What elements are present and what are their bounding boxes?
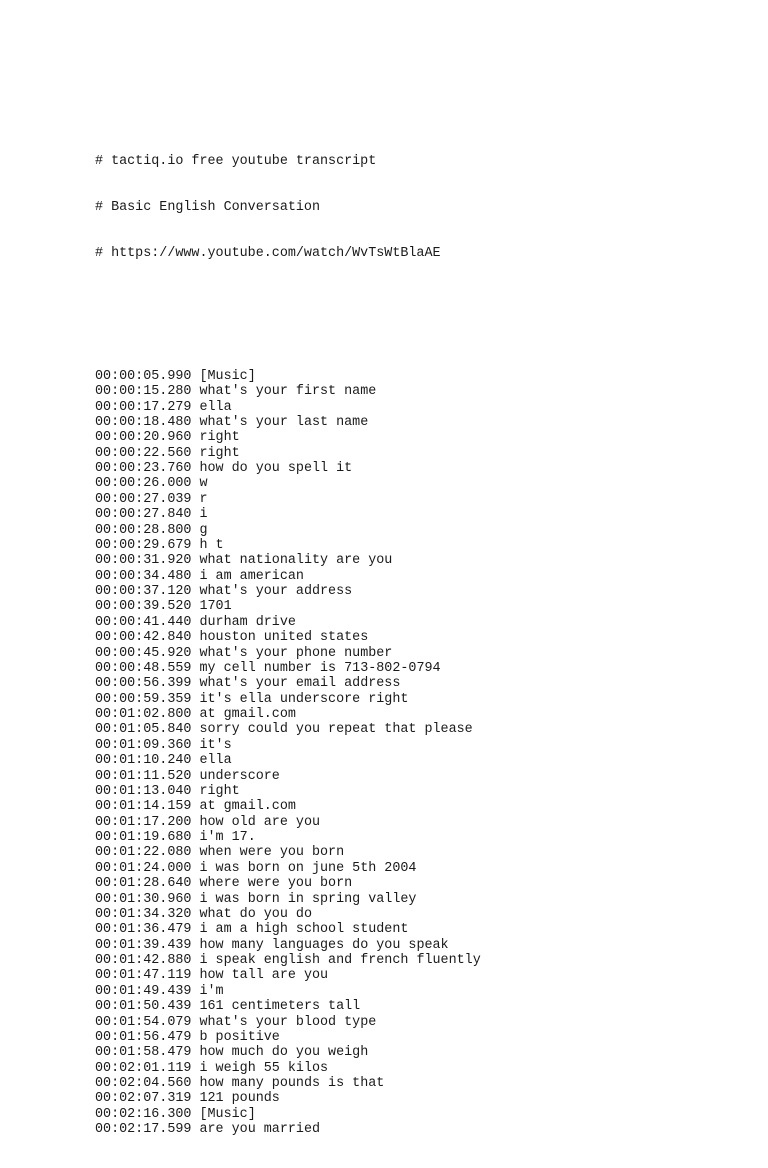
transcript-line (95, 999, 481, 1014)
caption-text: i weigh 55 kilos (199, 1060, 329, 1076)
caption-text: how many languages do you speak (199, 937, 449, 953)
caption-text: my cell number is 713-802-0794 (199, 660, 441, 676)
transcript-header (95, 123, 481, 292)
transcript-line (95, 830, 481, 845)
timestamp: 00:00:29.679 (95, 537, 192, 553)
caption-text: 161 centimeters tall (199, 999, 361, 1015)
caption-text: i'm (199, 983, 224, 999)
caption-text: i was born on june 5th 2004 (199, 860, 417, 876)
timestamp: 00:01:02.800 (95, 707, 192, 722)
transcript-line (95, 707, 481, 722)
timestamp: 00:00:59.359 (95, 691, 192, 707)
transcript-line (95, 369, 481, 384)
transcript-line (95, 461, 481, 476)
caption-text: are you married (199, 1122, 321, 1138)
timestamp: 00:01:11.520 (95, 768, 192, 784)
timestamp: 00:01:36.479 (95, 922, 192, 938)
timestamp: 00:02:07.319 (95, 1091, 192, 1107)
timestamp: 00:00:31.920 (95, 553, 192, 569)
caption-text: h t (199, 537, 224, 553)
transcript-line (95, 553, 481, 568)
timestamp: 00:00:15.280 (95, 384, 192, 400)
transcript-line (95, 476, 481, 491)
header-line-source: # tactiq.io free youtube transcript (95, 153, 377, 169)
transcript-line (95, 1122, 481, 1137)
transcript-line (95, 400, 481, 415)
caption-text: right (199, 445, 240, 461)
transcript-line (95, 769, 481, 784)
transcript-line (95, 753, 481, 768)
separator-space (191, 1061, 199, 1076)
caption-text: ella (199, 753, 232, 769)
separator-space (191, 1122, 199, 1137)
transcript-line (95, 876, 481, 891)
timestamp: 00:00:27.840 (95, 507, 192, 523)
transcript-line (95, 615, 481, 630)
separator-space (191, 1076, 199, 1091)
transcript-line (95, 1107, 481, 1122)
caption-text: r (199, 491, 208, 507)
timestamp: 00:02:16.300 (95, 1106, 192, 1122)
caption-text: how many pounds is that (199, 1076, 385, 1091)
timestamp: 00:01:56.479 (95, 1029, 192, 1045)
transcript-text (95, 92, 481, 1168)
timestamp: 00:00:41.440 (95, 614, 192, 630)
caption-text: i speak english and french fluently (199, 953, 481, 968)
timestamp: 00:01:47.119 (95, 968, 192, 984)
caption-text: houston united states (199, 630, 369, 646)
blank-line (95, 323, 481, 338)
separator-space (191, 1107, 199, 1122)
transcript-line (95, 569, 481, 584)
transcript-line (95, 938, 481, 953)
caption-text: what nationality are you (199, 553, 393, 569)
header-line-url: # https://www.youtube.com/watch/WvTsWtBlaAE (95, 245, 441, 261)
transcript-line (95, 676, 481, 691)
caption-text: when were you born (199, 845, 345, 861)
transcript-line (95, 722, 481, 737)
transcript-line (95, 922, 481, 937)
caption-text: right (199, 430, 240, 446)
transcript-line (95, 861, 481, 876)
transcript-line (95, 692, 481, 707)
transcript-line (95, 892, 481, 907)
timestamp: 00:00:26.000 (95, 476, 192, 492)
timestamp: 00:01:50.439 (95, 999, 192, 1015)
caption-text: i (199, 507, 208, 523)
timestamp: 00:00:34.480 (95, 568, 192, 584)
transcript-line (95, 415, 481, 430)
caption-text: 121 pounds (199, 1091, 280, 1107)
transcript-line (95, 984, 481, 999)
timestamp: 00:00:23.760 (95, 461, 192, 476)
caption-text: [Music] (199, 368, 256, 384)
transcript-line (95, 953, 481, 968)
caption-text: i am american (199, 568, 304, 584)
timestamp: 00:00:05.990 (95, 368, 192, 384)
caption-text: it's ella underscore right (199, 691, 409, 707)
caption-text: sorry could you repeat that please (199, 722, 473, 738)
timestamp: 00:00:28.800 (95, 522, 192, 538)
caption-text: how tall are you (199, 968, 329, 984)
transcript-line (95, 1045, 481, 1060)
timestamp: 00:00:18.480 (95, 414, 192, 430)
caption-text: durham drive (199, 614, 296, 630)
transcript-line (95, 384, 481, 399)
timestamp: 00:00:45.920 (95, 645, 192, 661)
transcript-line (95, 1015, 481, 1030)
caption-text: what do you do (199, 906, 312, 922)
transcript-line (95, 492, 481, 507)
caption-text: what's your blood type (199, 1014, 377, 1030)
timestamp: 00:01:49.439 (95, 983, 192, 999)
timestamp: 00:00:22.560 (95, 445, 192, 461)
caption-text: at gmail.com (199, 707, 296, 722)
caption-text: how do you spell it (199, 461, 353, 476)
timestamp: 00:01:05.840 (95, 722, 192, 738)
timestamp: 00:00:56.399 (95, 676, 192, 692)
transcript-line (95, 584, 481, 599)
timestamp: 00:00:37.120 (95, 584, 192, 599)
transcript-line (95, 430, 481, 445)
timestamp: 00:02:01.119 (95, 1060, 192, 1076)
timestamp: 00:01:54.079 (95, 1014, 192, 1030)
timestamp: 00:01:30.960 (95, 891, 192, 907)
caption-text: w (199, 476, 208, 492)
timestamp: 00:01:39.439 (95, 937, 192, 953)
transcript-line (95, 630, 481, 645)
transcript-line (95, 523, 481, 538)
caption-text: right (199, 783, 240, 799)
caption-text: how old are you (199, 814, 321, 830)
timestamp: 00:00:27.039 (95, 491, 192, 507)
timestamp: 00:02:17.599 (95, 1122, 192, 1138)
timestamp: 00:01:34.320 (95, 906, 192, 922)
transcript-line (95, 968, 481, 983)
timestamp: 00:01:13.040 (95, 783, 192, 799)
transcript-line (95, 738, 481, 753)
transcript-line (95, 784, 481, 799)
caption-text: i was born in spring valley (199, 891, 417, 907)
timestamp: 00:01:28.640 (95, 876, 192, 892)
timestamp: 00:01:14.159 (95, 799, 192, 815)
caption-text: what's your phone number (199, 645, 393, 661)
caption-text: how much do you weigh (199, 1045, 369, 1061)
timestamp: 00:01:58.479 (95, 1045, 192, 1061)
caption-text: i'm 17. (199, 830, 256, 845)
transcript-line (95, 538, 481, 553)
transcript-entries (95, 369, 481, 1138)
header-line-title: # Basic English Conversation (95, 199, 320, 215)
timestamp: 00:01:24.000 (95, 860, 192, 876)
transcript-line (95, 1091, 481, 1106)
caption-text: what's your last name (199, 414, 369, 430)
caption-text: g (199, 522, 208, 538)
transcript-line (95, 845, 481, 860)
caption-text: where were you born (199, 876, 353, 892)
caption-text: ella (199, 399, 232, 415)
timestamp: 00:01:10.240 (95, 753, 192, 769)
transcript-line (95, 599, 481, 614)
caption-text: it's (199, 737, 232, 753)
timestamp: 00:00:48.559 (95, 660, 192, 676)
caption-text: b positive (199, 1029, 280, 1045)
caption-text: what's your email address (199, 676, 401, 692)
separator-space (191, 1091, 199, 1106)
timestamp: 00:02:04.560 (95, 1076, 192, 1091)
transcript-line (95, 1030, 481, 1045)
transcript-line (95, 446, 481, 461)
caption-text: 1701 (199, 599, 232, 615)
transcript-line (95, 1076, 481, 1091)
separator-space (191, 1045, 199, 1060)
transcript-line (95, 815, 481, 830)
caption-text: underscore (199, 768, 280, 784)
timestamp: 00:01:42.880 (95, 953, 192, 968)
timestamp: 00:01:17.200 (95, 814, 192, 830)
caption-text: what's your address (199, 584, 353, 599)
transcript-line (95, 646, 481, 661)
caption-text: i am a high school student (199, 922, 409, 938)
caption-text: at gmail.com (199, 799, 296, 815)
transcript-line (95, 907, 481, 922)
separator-space (191, 1030, 199, 1045)
timestamp: 00:01:22.080 (95, 845, 192, 861)
transcript-line (95, 1061, 481, 1076)
caption-text: [Music] (199, 1106, 256, 1122)
timestamp: 00:00:39.520 (95, 599, 192, 615)
timestamp: 00:00:42.840 (95, 630, 192, 646)
timestamp: 00:00:20.960 (95, 430, 192, 446)
timestamp: 00:00:17.279 (95, 399, 192, 415)
transcript-line (95, 661, 481, 676)
timestamp: 00:01:09.360 (95, 737, 192, 753)
timestamp: 00:01:19.680 (95, 830, 192, 845)
transcript-line (95, 507, 481, 522)
caption-text: what's your first name (199, 384, 377, 400)
transcript-line (95, 799, 481, 814)
